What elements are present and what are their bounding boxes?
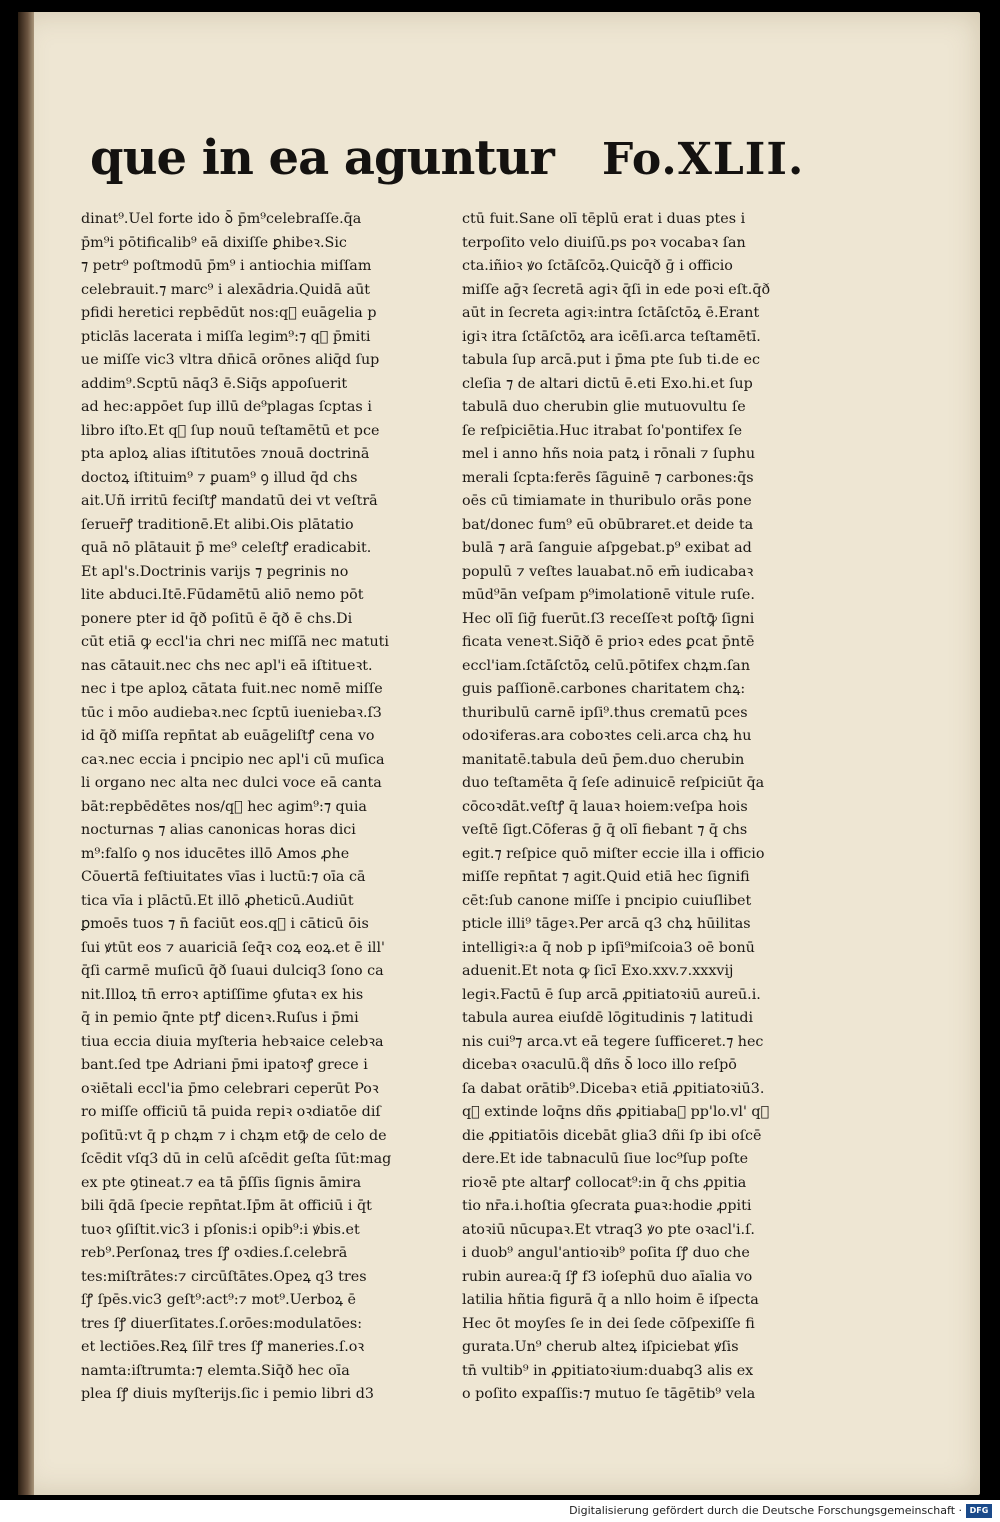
- footer-bar: [0, 1500, 1000, 1522]
- text-line: tuoꝛ ꝯſiſtit.vic3 i pſonis:i opib⁹:i ꝟbis.et: [81, 1221, 360, 1238]
- text-line: thuribulū carnē ipſi⁹.thus crematū pces: [462, 704, 748, 721]
- text-line: ro miſſe officiū tā puida repiꝛ oꝛdiatōe diſ: [81, 1104, 381, 1120]
- text-line: cleſia ⁊ de altari dictū ē.eti Exo.hi.et ſup: [462, 375, 753, 392]
- text-line: ait.Uñ irritū feciſtꝭ mandatū dei vt veſtrā: [81, 493, 378, 509]
- text-line: nec i tpe aploꝝ cātata fuit.nec nomē miſſe: [81, 681, 383, 697]
- text-line: die ꝓpitiatōis dicebāt glia3 dñi ſp ibi oſcē: [462, 1127, 762, 1144]
- text-line: nit.Illoꝝ tn̄ erroꝛ aptiſſime ꝯfutaꝛ ex his: [81, 986, 364, 1003]
- text-line: caꝛ.nec eccia i pncipio nec apl'i cū muſica: [81, 751, 385, 768]
- text-line: m⁹:falſo ꝯ nos iducētes illō Amos ꝓhe: [81, 845, 350, 862]
- text-line: o poſito expaſſis:⁊ mutuo ſe tāgētib⁹ vela: [462, 1386, 756, 1402]
- text-line: legiꝛ.Factū ē ſup arcā ꝓpitiatoꝛiū aureū.i.: [462, 986, 761, 1003]
- text-line: pticle illi⁹ tāgeꝛ.Per arcā q3 chꝝ hūilitas: [462, 916, 751, 932]
- text-line: ue miſſe vic3 vltra dn̄icā orōnes aliq̄d ſup: [81, 352, 380, 368]
- text-line: tres ſꝭ diuerſitates.ſ.orōes:modulatōes:: [81, 1315, 363, 1332]
- text-line: bāt:repbēdētes nos/q᷑ hec agim⁹:⁊ quia: [81, 798, 367, 815]
- text-line: ponere pter id q̄ð poſitū ē q̄ð ē chs.Di: [81, 610, 353, 627]
- text-line: cēt:ſub canone miſſe i pncipio cuiuſlibet: [462, 892, 752, 909]
- book-page: [18, 12, 980, 1495]
- text-line: odoꝛiferas.ara coboꝛtes celi.arca chꝝ hu: [462, 728, 752, 744]
- text-line: ſa dabat orātib⁹.Dicebaꝛ etiā ꝓpitiatoꝛiū3.: [462, 1080, 765, 1097]
- text-line: latilia hñtia figurā q̄ a nllo hoim ē iſpecta: [462, 1292, 759, 1308]
- text-line: tica vīa i plāctū.Et illō ꝓheticū.Audiūt: [81, 892, 354, 909]
- text-line: aūt in ſecreta agiꝛ:intra ſctāſctōꝝ ē.Erant: [462, 305, 760, 321]
- text-line: aduenit.Et nota ꝙ ſicī Exo.xxv.⁊.xxxvij: [462, 963, 734, 979]
- text-line: Cōuertā feſtiuitates vīas i luctū:⁊ oīa cā: [81, 869, 366, 885]
- digitization-credit: Digitalisierung gefördert durch die Deutsche Forschungsgemeinschaft ·: [569, 1504, 962, 1517]
- text-line: ꝑmoēs tuos ⁊ n̄ faciūt eos.q᷑ i cāticū ōis: [81, 916, 369, 932]
- text-line: ſeruer̄ꝭ traditionē.Et alibi.Ois plātatio: [81, 516, 354, 533]
- text-line: miſſe repn̄tat ⁊ agit.Quid etiā hec ſignifi: [462, 869, 750, 885]
- text-line: i duob⁹ angul'antioꝛib⁹ poſita ſꝭ duo che: [462, 1245, 750, 1261]
- text-line: ſcēdit vſq3 dū in celū aſcēdit geſta ſūt:mag: [81, 1151, 392, 1167]
- text-line: ficata veneꝛt.Siq̄ð ē prioꝛ edes ꝑcat p̄ntē: [462, 634, 755, 650]
- text-line: gurata.Un⁹ cherub alteꝝ iſpiciebat ꝟſis: [462, 1339, 739, 1355]
- text-line: poſitū:vt q̄ p chꝝm ⁊ i chꝝm etꝙ̄ de celo de: [81, 1127, 387, 1144]
- text-line: ad hec:appōet ſup illū de⁹plagas ſcptas i: [81, 399, 372, 415]
- text-line: tn̄ vultib⁹ in ꝓpitiatoꝛium:duabq3 alis ex: [462, 1362, 754, 1379]
- text-line: ſꝭ ſpēs.vic3 geſt⁹:act⁹:⁊ mot⁹.Uerboꝝ ē: [81, 1292, 356, 1308]
- text-line: li organo nec alta nec dulci voce eā canta: [81, 775, 382, 791]
- folio-number: Fo.XLII.: [602, 134, 805, 185]
- text-line: q̄ſi carmē muſicū q̄ð ſuaui dulciq3 ſono ca: [81, 963, 384, 979]
- text-line: doctoꝝ iſtituim⁹ ⁊ ꝑuam⁹ ꝯ illud q̄d chs: [81, 469, 358, 486]
- text-line: cūt etiā ꝙ eccl'ia chri nec miſſā nec matuti: [81, 634, 389, 650]
- text-line: q̄ in pemio q̄nte ptꝭ dicenꝛ.Ruſus i p̄mi: [81, 1010, 359, 1026]
- text-line: manitatē.tabula deū p̄em.duo cherubin: [462, 751, 745, 768]
- text-line: intelligiꝛ:a q̄ nob p ipſi⁹miſcoia3 oē bonū: [462, 939, 755, 956]
- text-line: addim⁹.Scptū nāq3 ē.Siq̄s appoſuerit: [81, 375, 348, 392]
- right-text-column: [462, 208, 830, 1407]
- text-line: celebrauit.⁊ marc⁹ i alexādria.Quidā aūt: [81, 281, 371, 298]
- text-line: veſtē ſigt.Cōferas ḡ q̄ olī fiebant ⁊ q̄ chs: [462, 822, 748, 838]
- text-line: cta.iñioꝛ ꝟo ſctāſcōꝝ.Quicq̄ð ḡ i officio: [462, 258, 733, 274]
- text-line: bulā ⁊ arā ſanguie aſpgebat.p⁹ exibat ad: [462, 540, 752, 556]
- text-line: pticlās lacerata i miſſa legim⁹:⁊ q᷑ p̄miti: [81, 328, 371, 345]
- text-line: tūc i mōo audiebaꝛ.nec ſcptū iueniebaꝛ.ſ3: [81, 704, 382, 721]
- text-line: cōcoꝛdāt.veſtꝭ q̄ lauaꝛ hoiem:veſpa hois: [462, 798, 748, 815]
- text-line: et lectiōes.Reꝝ ſilr̄ tres ſꝭ maneries.ſ.oꝛ: [81, 1339, 365, 1355]
- dfg-logo: DFG: [966, 1504, 992, 1518]
- text-line: guis paſſionē.carbones charitatem chꝝ:: [462, 681, 746, 697]
- text-line: populū ⁊ veſtes lauabat.nō em̄ iudicabaꝛ: [462, 563, 754, 580]
- text-line: pfidi heretici repbēdūt nos:q᷑ euāgelia p: [81, 305, 377, 321]
- text-line: reb⁹.Perſonaꝝ tres ſꝭ oꝛdies.ſ.celebrā: [81, 1245, 348, 1261]
- text-line: tabula aurea eiuſdē lōgitudinis ⁊ latitudi: [462, 1010, 754, 1026]
- text-line: tes:miſtrātes:⁊ circūſtātes.Opeꝝ q3 tres: [81, 1268, 367, 1285]
- text-line: eccl'iam.ſctāſctōꝝ celū.pōtifex chꝝm.ſan: [462, 657, 751, 674]
- text-line: bant.ſed tpe Adriani p̄mi ipatoꝛꝭ grece i: [81, 1057, 368, 1073]
- text-line: bili q̄dā ſpecie repn̄tat.Ip̄m āt officiū i q̄t: [81, 1198, 372, 1214]
- text-line: tio nr̄a.i.hoſtia ꝯſecrata ꝑuaꝛ:hodie ꝓpiti: [462, 1198, 752, 1214]
- text-line: ⁊ petr⁹ poſtmodū p̄m⁹ i antiochia miſſam: [81, 258, 372, 274]
- text-line: oēs cū timiamate in thuribulo orās pone: [462, 493, 752, 509]
- text-line: ex pte ꝯtineat.⁊ ea tā p̄ſſis ſignis āmira: [81, 1174, 362, 1191]
- text-line: nocturnas ⁊ alias canonicas horas dici: [81, 822, 356, 838]
- text-line: mel i anno hñs noia patꝝ i rōnali ⁊ ſuphu: [462, 446, 756, 462]
- text-line: tabulā duo cherubin glie mutuovultu ſe: [462, 399, 746, 415]
- text-line: Hec ōt moyſes ſe in dei ſede cōſpexiſſe fi: [462, 1315, 755, 1332]
- text-line: dinat⁹.Uel forte ido ꝺ̄ p̄m⁹celebraſſe.q̄a: [81, 211, 362, 227]
- text-line: ſe reſpiciētia.Huc itrabat ſo'pontifex ſe: [462, 422, 743, 439]
- text-line: lite abduci.Itē.Fūdamētū aliō nemo pōt: [81, 587, 364, 603]
- text-line: quā nō plātauit p̄ me⁹ celeſtꝭ eradicabit.: [81, 540, 372, 556]
- text-line: duo teſtamēta q̄ ſeſe adinuicē reſpiciūt q̄a: [462, 775, 765, 791]
- text-line: libro iſto.Et q᷑ ſup nouū teſtamētū et pce: [81, 422, 380, 439]
- text-line: Hec olī ſiḡ fuerūt.ſ3 receſſeꝛt poſtꝙ̄ ſigni: [462, 610, 755, 627]
- text-line: namta:iſtrumta:⁊ elemta.Siq̄ð hec oīa: [81, 1362, 350, 1379]
- text-line: atoꝛiū nūcupaꝛ.Et vtraq3 ꝟo pte oꝛacl'i.ſ.: [462, 1221, 755, 1238]
- text-line: ſui ꝟtūt eos ⁊ auariciā ſeq̄ꝛ coꝝ eoꝝ.et ē ill': [81, 939, 385, 956]
- text-line: ctū fuit.Sane olī tēplū erat i duas ptes i: [462, 211, 746, 227]
- text-line: rioꝛē pte altarꝭ collocat⁹:in q̄ chs ꝓpitia: [462, 1174, 747, 1191]
- running-title: que in ea aguntur: [90, 130, 554, 186]
- text-line: miſſe aḡꝛ ſecretā agiꝛ q̄ſi in ede poꝛi eſt.q̄ð: [462, 281, 771, 298]
- text-line: pta aploꝝ alias iſtitutōes ⁊nouā doctrinā: [81, 446, 370, 462]
- text-line: Et apl's.Doctrinis varijs ⁊ pegrinis no: [81, 563, 349, 580]
- text-line: nas cātauit.nec chs nec apl'i eā iſtitueꝛt.: [81, 657, 373, 674]
- text-line: merali ſcpta:ferēs ſāguinē ⁊ carbones:q̄s: [462, 469, 754, 486]
- text-line: igiꝛ itra ſctāſctōꝝ ara icēſi.arca teſtamētī.: [462, 328, 761, 345]
- text-line: id q̄ð miſſa repn̄tat ab euāgeliſtꝭ cena vo: [81, 728, 375, 744]
- text-line: bat/donec fum⁹ eū obūbraret.et deide ta: [462, 516, 754, 533]
- text-line: terpoſito velo diuiſū.ps poꝛ vocabaꝛ ſan: [462, 234, 746, 251]
- text-line: plea ſꝭ diuis myſterijs.ſic i pemio libri d3: [81, 1386, 375, 1402]
- text-line: rubin aurea:q̄ ſꝭ f3 ioſephū duo aīalia vo: [462, 1268, 753, 1285]
- left-text-column: [81, 208, 449, 1407]
- text-line: p̄m⁹i pōtificalib⁹ eā dixiſſe ꝑhibeꝛ.Sic: [81, 234, 347, 251]
- text-line: tiua eccia diuia myſteria hebꝛaice celebꝛa: [81, 1033, 384, 1050]
- text-line: tabula ſup arcā.put i p̄ma pte ſub ti.de ec: [462, 352, 761, 368]
- text-line: dere.Et ide tabnaculū ſiue loc⁹ſup poſte: [462, 1151, 749, 1167]
- page-binding-edge: [18, 12, 34, 1495]
- text-line: mūd⁹ān veſpam p⁹imolationē vitule ruſe.: [462, 587, 755, 603]
- text-line: oꝛiētali eccl'ia p̄mo celebrari ceperūt Poꝛ: [81, 1080, 379, 1097]
- text-line: nis cui⁹⁊ arca.vt eā tegere ſufficeret.⁊ hec: [462, 1033, 764, 1050]
- text-line: dicebaꝛ oꝛaculū.q᷑ dñs ꝺ̄ loco illo reſpō: [462, 1057, 737, 1073]
- text-line: egit.⁊ reſpice quō miſter eccie illa i officio: [462, 845, 765, 862]
- text-line: q᷑ extinde loq̄ns dñs ꝓpitiabaꝛ pp'lo.vl' q᷑: [462, 1104, 770, 1120]
